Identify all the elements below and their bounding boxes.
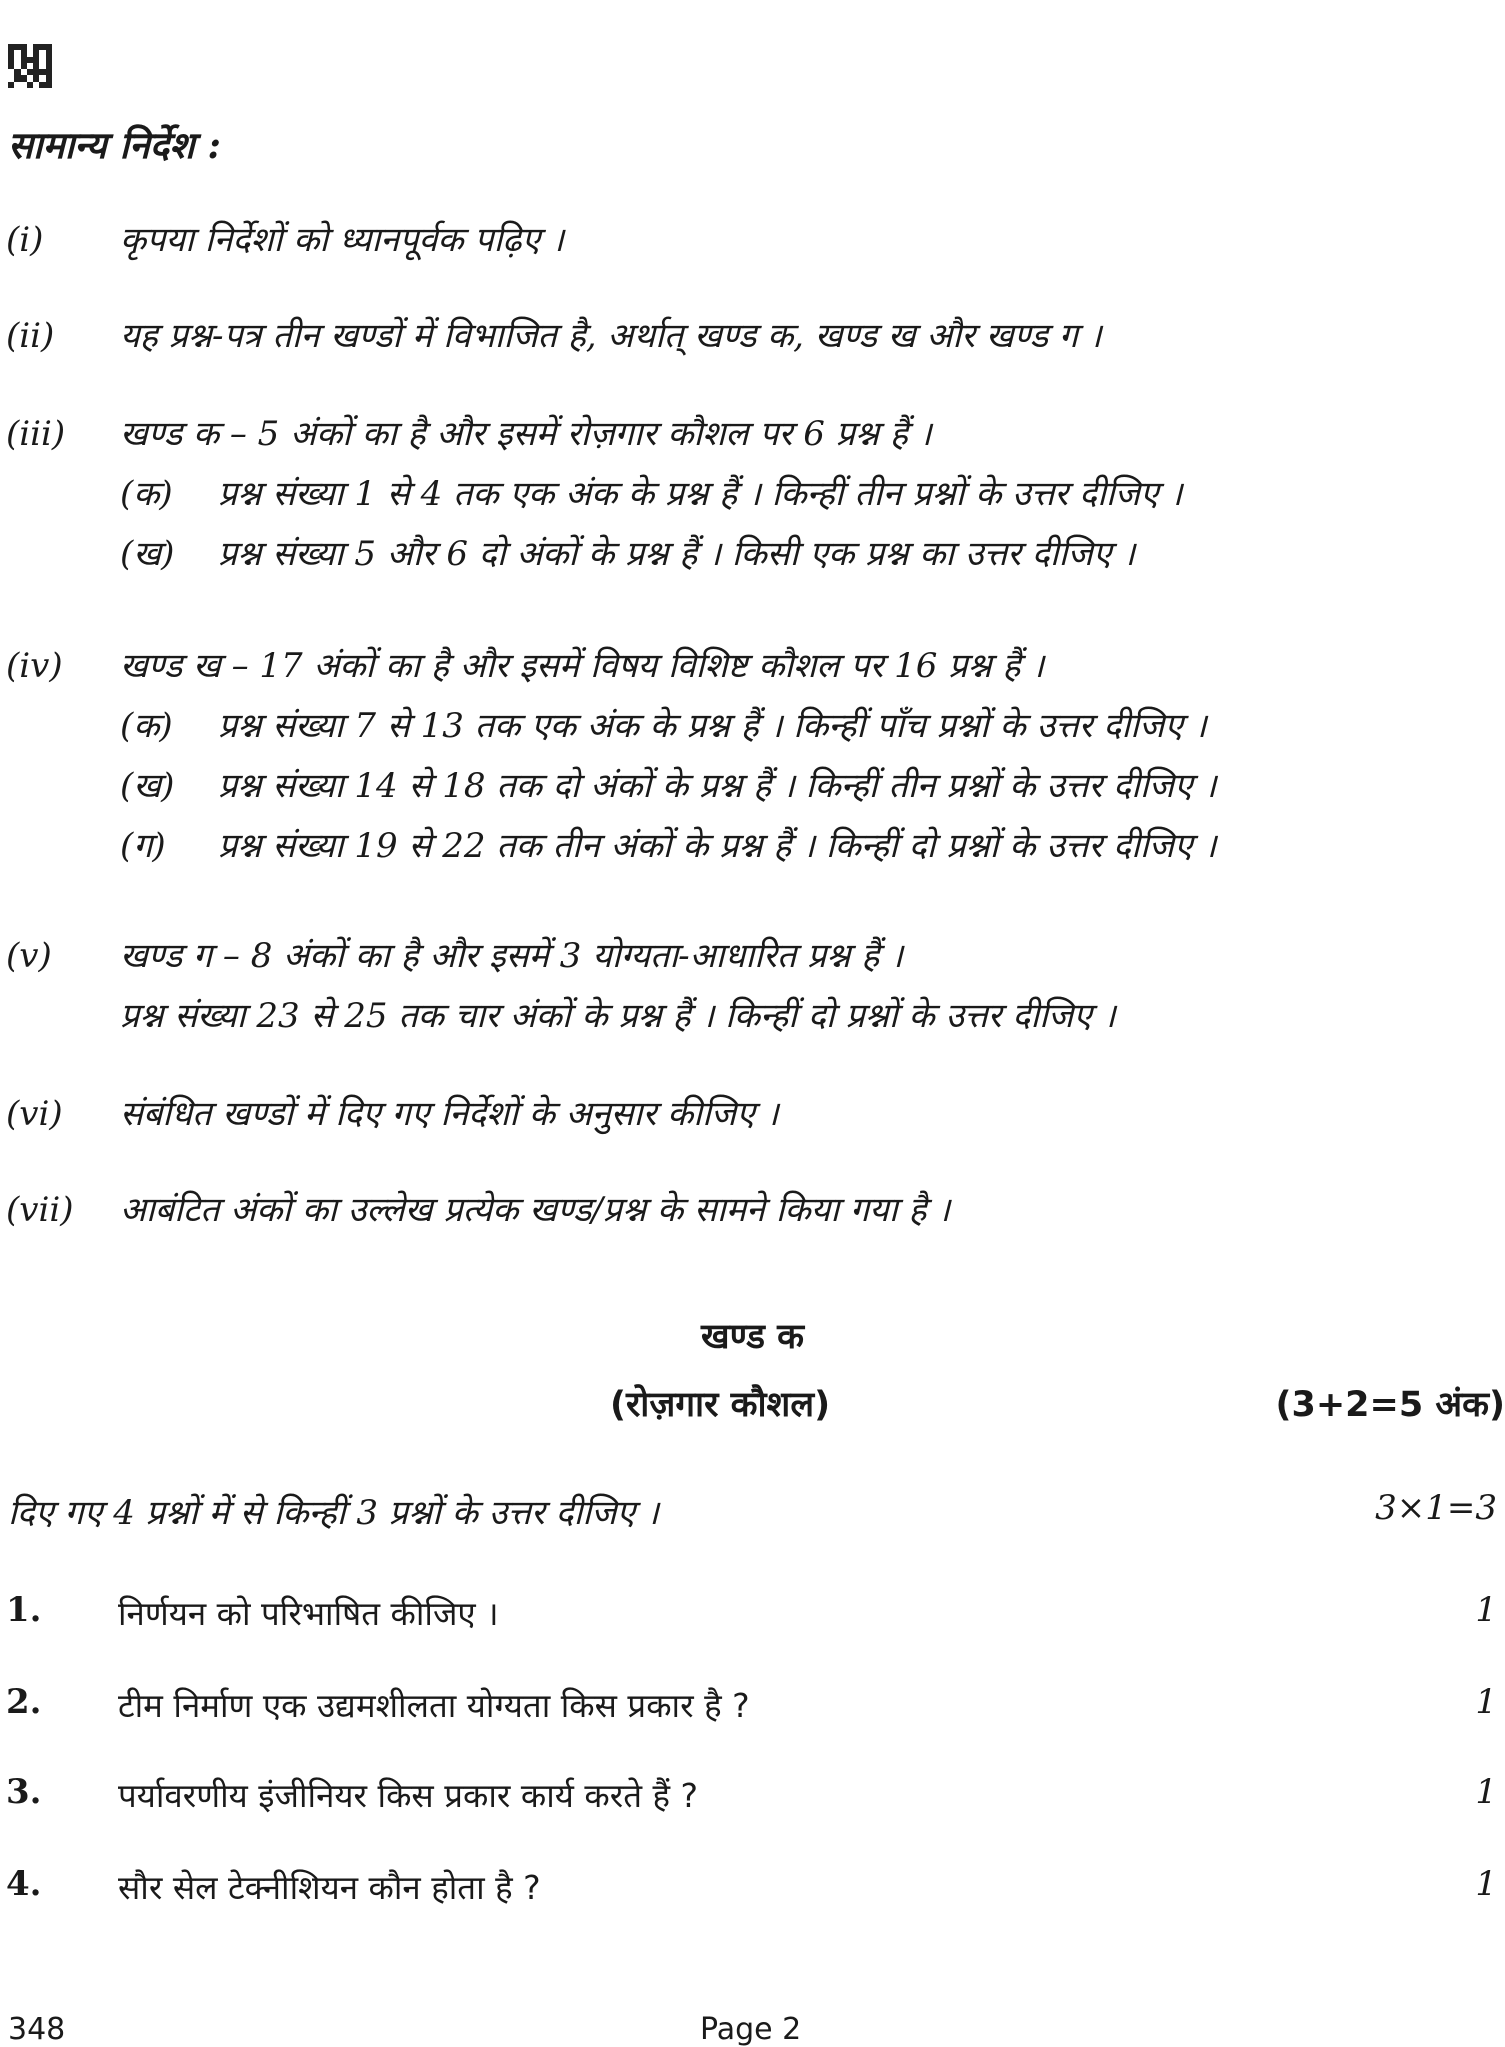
general-instructions-heading: सामान्य निर्देश : [8, 123, 222, 167]
question-instruction: दिए गए 4 प्रश्नों में से किन्हीं 3 प्रश्नों के उत्तर दीजिए । [8, 1493, 659, 1533]
question-number: 4. [6, 1864, 42, 1904]
question-instruction-marks: 3×1=3 [1375, 1488, 1497, 1528]
section-title: खण्ड क [700, 1317, 805, 1357]
sub-instruction [120, 524, 1495, 584]
sub-instruction-text: प्रश्न संख्या 7 से 13 तक एक अंक के प्रश्न हैं । किन्हीं पाँच प्रश्नों के उत्तर दीजिए । [218, 706, 1207, 746]
question-2 [0, 1682, 1505, 1732]
instruction-text: खण्ड ख – 17 अंकों का है और इसमें विषय विशिष्ट कौशल पर 16 प्रश्न हैं । [120, 646, 1045, 686]
paper-code: 348 [8, 2012, 66, 2047]
sub-instruction [120, 696, 1495, 756]
instruction-number: (v) [6, 936, 52, 976]
question-text: पर्यावरणीय इंजीनियर किस प्रकार कार्य करते हैं ? [118, 1776, 699, 1815]
sub-instruction-text: प्रश्न संख्या 1 से 4 तक एक अंक के प्रश्न हैं । किन्हीं तीन प्रश्नों के उत्तर दीजिए । [218, 474, 1183, 514]
instruction-number: (iv) [6, 646, 63, 686]
question-3 [0, 1772, 1505, 1822]
question-text: निर्णयन को परिभाषित कीजिए । [118, 1594, 499, 1633]
instruction-text: संबंधित खण्डों में दिए गए निर्देशों के अनुसार कीजिए । [120, 1094, 779, 1134]
sub-instruction-text: प्रश्न संख्या 14 से 18 तक दो अंकों के प्रश्न हैं । किन्हीं तीन प्रश्नों के उत्तर दीजिए । [218, 766, 1217, 806]
sub-instruction-text: प्रश्न संख्या 19 से 22 तक तीन अंकों के प्रश्न हैं । किन्हीं दो प्रश्नों के उत्तर दीजिए । [218, 826, 1217, 866]
question-number: 1. [6, 1590, 42, 1630]
sub-instruction-label: (ख) [120, 534, 175, 574]
section-subtitle: (रोज़गार कौशल) [610, 1385, 831, 1425]
question-marks: 1 [1475, 1772, 1497, 1812]
instruction-number: (vi) [6, 1094, 63, 1134]
sub-instruction-label: (ख) [120, 766, 175, 806]
section-marks: (3+2=5 अंक) [1275, 1385, 1505, 1425]
question-marks: 1 [1475, 1864, 1497, 1904]
instruction-text: खण्ड क – 5 अंकों का है और इसमें रोज़गार कौशल पर 6 प्रश्न हैं । [120, 414, 932, 454]
sub-instruction [120, 816, 1495, 876]
instruction-text: आबंटित अंकों का उल्लेख प्रत्येक खण्ड/प्रश्न के सामने किया गया है । [120, 1190, 951, 1230]
question-number: 2. [6, 1682, 42, 1722]
instruction-number: (i) [6, 220, 44, 260]
sub-instruction-label: (ग) [120, 826, 166, 866]
instruction-text: कृपया निर्देशों को ध्यानपूर्वक पढ़िए । [120, 220, 565, 260]
instruction-text: खण्ड ग – 8 अंकों का है और इसमें 3 योग्यता-आधारित प्रश्न हैं । [120, 936, 903, 976]
question-text: टीम निर्माण एक उद्यमशीलता योग्यता किस प्रकार है ? [118, 1686, 750, 1725]
question-number: 3. [6, 1772, 42, 1812]
instruction-text: यह प्रश्न-पत्र तीन खण्डों में विभाजित है, अर्थात् खण्ड क, खण्ड ख और खण्ड ग । [120, 316, 1102, 356]
sub-instruction [120, 756, 1495, 816]
question-marks: 1 [1475, 1590, 1497, 1630]
page-number: Page 2 [700, 2012, 802, 2047]
instruction-text: प्रश्न संख्या 23 से 25 तक चार अंकों के प्रश्न हैं । किन्हीं दो प्रश्नों के उत्तर दीजिए । [120, 996, 1116, 1036]
sub-instruction-label: (क) [120, 706, 173, 746]
instruction-number: (iii) [6, 414, 66, 454]
qr-code [8, 44, 52, 88]
question-marks: 1 [1475, 1682, 1497, 1722]
sub-instruction [120, 464, 1495, 524]
sub-instruction-label: (क) [120, 474, 173, 514]
question-1 [0, 1590, 1505, 1640]
question-text: सौर सेल टेक्नीशियन कौन होता है ? [118, 1868, 541, 1907]
instruction-number: (vii) [6, 1190, 74, 1230]
question-4 [0, 1864, 1505, 1914]
sub-instruction-text: प्रश्न संख्या 5 और 6 दो अंकों के प्रश्न हैं । किसी एक प्रश्न का उत्तर दीजिए । [218, 534, 1136, 574]
instruction-number: (ii) [6, 316, 55, 356]
